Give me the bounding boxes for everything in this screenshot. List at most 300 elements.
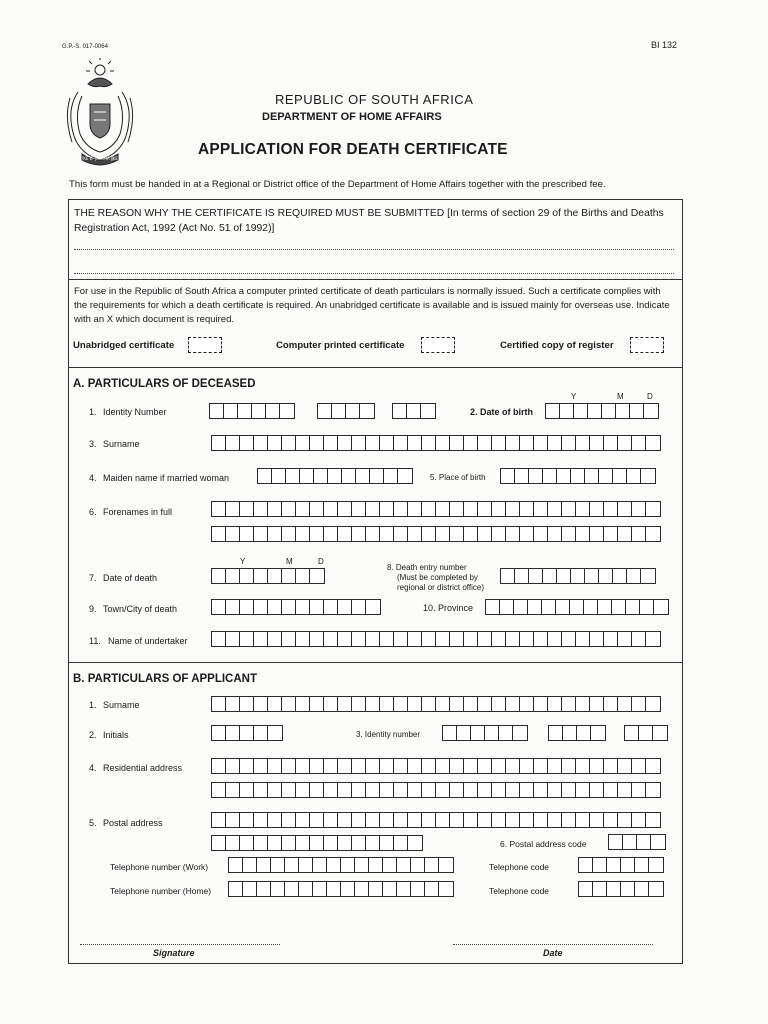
char-cell[interactable] <box>492 502 506 516</box>
char-cell[interactable] <box>520 527 534 541</box>
char-cell[interactable] <box>651 835 665 849</box>
char-cell[interactable] <box>422 436 436 450</box>
char-cell[interactable] <box>439 858 453 872</box>
char-cell[interactable] <box>212 783 226 797</box>
char-cell[interactable] <box>557 469 571 483</box>
char-cell[interactable] <box>282 569 296 583</box>
option-register-checkbox[interactable] <box>630 337 664 353</box>
char-cell[interactable] <box>226 569 240 583</box>
char-cell[interactable] <box>310 697 324 711</box>
char-cell[interactable] <box>576 759 590 773</box>
char-cell[interactable] <box>240 569 254 583</box>
char-cell[interactable] <box>593 858 607 872</box>
char-cell[interactable] <box>212 759 226 773</box>
char-cell[interactable] <box>240 759 254 773</box>
char-cell[interactable] <box>254 783 268 797</box>
char-cell[interactable] <box>422 632 436 646</box>
char-cell[interactable] <box>439 882 453 896</box>
char-cell[interactable] <box>604 436 618 450</box>
char-cell[interactable] <box>394 836 408 850</box>
char-cell[interactable] <box>282 697 296 711</box>
char-cell[interactable] <box>585 569 599 583</box>
char-cell[interactable] <box>562 502 576 516</box>
char-cell[interactable] <box>562 632 576 646</box>
char-cell[interactable] <box>450 436 464 450</box>
char-cell[interactable] <box>299 858 313 872</box>
tel-code-input-1[interactable] <box>578 857 664 873</box>
char-cell[interactable] <box>380 697 394 711</box>
char-cell[interactable] <box>641 469 655 483</box>
char-cell[interactable] <box>366 783 380 797</box>
char-cell[interactable] <box>296 569 310 583</box>
char-cell[interactable] <box>394 697 408 711</box>
char-cell[interactable] <box>212 632 226 646</box>
town-city-input[interactable] <box>211 599 381 615</box>
char-cell[interactable] <box>252 404 266 418</box>
char-cell[interactable] <box>604 783 618 797</box>
char-cell[interactable] <box>599 569 613 583</box>
char-cell[interactable] <box>240 527 254 541</box>
char-cell[interactable] <box>492 783 506 797</box>
char-cell[interactable] <box>226 697 240 711</box>
applicant-surname-input[interactable] <box>211 696 661 712</box>
char-cell[interactable] <box>324 783 338 797</box>
char-cell[interactable] <box>296 813 310 827</box>
char-cell[interactable] <box>254 726 268 740</box>
char-cell[interactable] <box>576 783 590 797</box>
char-cell[interactable] <box>268 600 282 614</box>
char-cell[interactable] <box>380 502 394 516</box>
char-cell[interactable] <box>240 783 254 797</box>
char-cell[interactable] <box>630 404 644 418</box>
char-cell[interactable] <box>257 882 271 896</box>
char-cell[interactable] <box>380 632 394 646</box>
char-cell[interactable] <box>282 783 296 797</box>
char-cell[interactable] <box>268 836 282 850</box>
char-cell[interactable] <box>422 783 436 797</box>
char-cell[interactable] <box>506 759 520 773</box>
char-cell[interactable] <box>328 469 342 483</box>
char-cell[interactable] <box>593 882 607 896</box>
char-cell[interactable] <box>549 726 563 740</box>
char-cell[interactable] <box>352 632 366 646</box>
char-cell[interactable] <box>352 836 366 850</box>
char-cell[interactable] <box>464 813 478 827</box>
char-cell[interactable] <box>346 404 360 418</box>
char-cell[interactable] <box>397 882 411 896</box>
char-cell[interactable] <box>258 469 272 483</box>
char-cell[interactable] <box>332 404 346 418</box>
char-cell[interactable] <box>352 600 366 614</box>
char-cell[interactable] <box>226 836 240 850</box>
char-cell[interactable] <box>268 759 282 773</box>
char-cell[interactable] <box>506 527 520 541</box>
char-cell[interactable] <box>646 813 660 827</box>
char-cell[interactable] <box>422 502 436 516</box>
char-cell[interactable] <box>338 813 352 827</box>
postal-code-input[interactable] <box>608 834 666 850</box>
char-cell[interactable] <box>383 858 397 872</box>
char-cell[interactable] <box>268 726 282 740</box>
char-cell[interactable] <box>562 813 576 827</box>
char-cell[interactable] <box>560 404 574 418</box>
char-cell[interactable] <box>492 813 506 827</box>
char-cell[interactable] <box>212 726 226 740</box>
char-cell[interactable] <box>411 858 425 872</box>
char-cell[interactable] <box>478 813 492 827</box>
char-cell[interactable] <box>632 632 646 646</box>
char-cell[interactable] <box>310 600 324 614</box>
char-cell[interactable] <box>618 759 632 773</box>
char-cell[interactable] <box>646 783 660 797</box>
char-cell[interactable] <box>607 882 621 896</box>
char-cell[interactable] <box>257 858 271 872</box>
char-cell[interactable] <box>646 697 660 711</box>
char-cell[interactable] <box>478 436 492 450</box>
option-computer-checkbox[interactable] <box>421 337 455 353</box>
char-cell[interactable] <box>398 469 412 483</box>
char-cell[interactable] <box>471 726 485 740</box>
char-cell[interactable] <box>421 404 435 418</box>
char-cell[interactable] <box>450 697 464 711</box>
char-cell[interactable] <box>338 836 352 850</box>
char-cell[interactable] <box>548 813 562 827</box>
char-cell[interactable] <box>408 632 422 646</box>
char-cell[interactable] <box>356 469 370 483</box>
char-cell[interactable] <box>310 569 324 583</box>
char-cell[interactable] <box>548 632 562 646</box>
char-cell[interactable] <box>548 502 562 516</box>
char-cell[interactable] <box>327 858 341 872</box>
char-cell[interactable] <box>584 600 598 614</box>
char-cell[interactable] <box>513 726 527 740</box>
char-cell[interactable] <box>590 632 604 646</box>
char-cell[interactable] <box>646 436 660 450</box>
char-cell[interactable] <box>576 632 590 646</box>
char-cell[interactable] <box>632 697 646 711</box>
char-cell[interactable] <box>616 404 630 418</box>
char-cell[interactable] <box>380 436 394 450</box>
char-cell[interactable] <box>324 759 338 773</box>
char-cell[interactable] <box>212 527 226 541</box>
char-cell[interactable] <box>436 813 450 827</box>
char-cell[interactable] <box>621 858 635 872</box>
char-cell[interactable] <box>254 600 268 614</box>
date-of-death-input[interactable] <box>211 568 325 584</box>
char-cell[interactable] <box>342 469 356 483</box>
char-cell[interactable] <box>254 436 268 450</box>
char-cell[interactable] <box>520 697 534 711</box>
char-cell[interactable] <box>492 436 506 450</box>
char-cell[interactable] <box>626 600 640 614</box>
char-cell[interactable] <box>520 502 534 516</box>
char-cell[interactable] <box>324 836 338 850</box>
char-cell[interactable] <box>562 759 576 773</box>
char-cell[interactable] <box>506 502 520 516</box>
char-cell[interactable] <box>338 632 352 646</box>
char-cell[interactable] <box>571 469 585 483</box>
char-cell[interactable] <box>653 726 667 740</box>
char-cell[interactable] <box>272 469 286 483</box>
char-cell[interactable] <box>627 569 641 583</box>
char-cell[interactable] <box>384 469 398 483</box>
char-cell[interactable] <box>327 882 341 896</box>
char-cell[interactable] <box>310 836 324 850</box>
char-cell[interactable] <box>602 404 616 418</box>
char-cell[interactable] <box>313 858 327 872</box>
char-cell[interactable] <box>268 632 282 646</box>
char-cell[interactable] <box>285 858 299 872</box>
char-cell[interactable] <box>393 404 407 418</box>
char-cell[interactable] <box>282 632 296 646</box>
char-cell[interactable] <box>557 569 571 583</box>
char-cell[interactable] <box>282 502 296 516</box>
char-cell[interactable] <box>268 527 282 541</box>
char-cell[interactable] <box>268 569 282 583</box>
char-cell[interactable] <box>296 759 310 773</box>
char-cell[interactable] <box>296 502 310 516</box>
char-cell[interactable] <box>296 436 310 450</box>
applicant-identity-part-1[interactable] <box>442 725 528 741</box>
char-cell[interactable] <box>563 726 577 740</box>
char-cell[interactable] <box>408 813 422 827</box>
char-cell[interactable] <box>443 726 457 740</box>
char-cell[interactable] <box>366 527 380 541</box>
char-cell[interactable] <box>515 469 529 483</box>
char-cell[interactable] <box>618 436 632 450</box>
char-cell[interactable] <box>310 527 324 541</box>
char-cell[interactable] <box>338 527 352 541</box>
char-cell[interactable] <box>282 759 296 773</box>
char-cell[interactable] <box>450 783 464 797</box>
char-cell[interactable] <box>338 502 352 516</box>
char-cell[interactable] <box>492 759 506 773</box>
char-cell[interactable] <box>370 469 384 483</box>
char-cell[interactable] <box>543 569 557 583</box>
char-cell[interactable] <box>282 600 296 614</box>
char-cell[interactable] <box>500 600 514 614</box>
char-cell[interactable] <box>640 600 654 614</box>
char-cell[interactable] <box>548 436 562 450</box>
char-cell[interactable] <box>576 697 590 711</box>
char-cell[interactable] <box>492 527 506 541</box>
char-cell[interactable] <box>625 726 639 740</box>
char-cell[interactable] <box>478 783 492 797</box>
char-cell[interactable] <box>212 813 226 827</box>
char-cell[interactable] <box>369 882 383 896</box>
undertaker-input[interactable] <box>211 631 661 647</box>
char-cell[interactable] <box>366 759 380 773</box>
char-cell[interactable] <box>478 697 492 711</box>
char-cell[interactable] <box>436 783 450 797</box>
char-cell[interactable] <box>644 404 658 418</box>
char-cell[interactable] <box>380 836 394 850</box>
province-input[interactable] <box>485 599 669 615</box>
char-cell[interactable] <box>212 600 226 614</box>
char-cell[interactable] <box>492 632 506 646</box>
char-cell[interactable] <box>585 469 599 483</box>
char-cell[interactable] <box>635 882 649 896</box>
char-cell[interactable] <box>296 632 310 646</box>
char-cell[interactable] <box>369 858 383 872</box>
char-cell[interactable] <box>229 882 243 896</box>
char-cell[interactable] <box>604 502 618 516</box>
char-cell[interactable] <box>238 404 252 418</box>
postal-address-line-2[interactable] <box>211 835 423 851</box>
char-cell[interactable] <box>411 882 425 896</box>
char-cell[interactable] <box>534 697 548 711</box>
char-cell[interactable] <box>562 436 576 450</box>
char-cell[interactable] <box>618 813 632 827</box>
char-cell[interactable] <box>226 759 240 773</box>
applicant-identity-part-3[interactable] <box>624 725 668 741</box>
reason-line-1[interactable] <box>74 249 674 250</box>
char-cell[interactable] <box>506 632 520 646</box>
char-cell[interactable] <box>436 697 450 711</box>
char-cell[interactable] <box>612 600 626 614</box>
char-cell[interactable] <box>254 759 268 773</box>
char-cell[interactable] <box>254 527 268 541</box>
char-cell[interactable] <box>485 726 499 740</box>
char-cell[interactable] <box>571 569 585 583</box>
char-cell[interactable] <box>464 527 478 541</box>
char-cell[interactable] <box>268 697 282 711</box>
initials-input[interactable] <box>211 725 283 741</box>
char-cell[interactable] <box>534 527 548 541</box>
applicant-identity-part-2[interactable] <box>548 725 606 741</box>
char-cell[interactable] <box>425 858 439 872</box>
char-cell[interactable] <box>604 632 618 646</box>
date-line[interactable] <box>453 944 653 945</box>
char-cell[interactable] <box>254 813 268 827</box>
char-cell[interactable] <box>506 813 520 827</box>
char-cell[interactable] <box>576 813 590 827</box>
char-cell[interactable] <box>520 436 534 450</box>
char-cell[interactable] <box>226 783 240 797</box>
char-cell[interactable] <box>324 527 338 541</box>
char-cell[interactable] <box>408 759 422 773</box>
char-cell[interactable] <box>324 436 338 450</box>
char-cell[interactable] <box>394 502 408 516</box>
char-cell[interactable] <box>324 600 338 614</box>
death-entry-number-input[interactable] <box>500 568 656 584</box>
char-cell[interactable] <box>422 527 436 541</box>
char-cell[interactable] <box>338 697 352 711</box>
char-cell[interactable] <box>520 759 534 773</box>
char-cell[interactable] <box>324 697 338 711</box>
char-cell[interactable] <box>296 527 310 541</box>
char-cell[interactable] <box>296 600 310 614</box>
char-cell[interactable] <box>383 882 397 896</box>
char-cell[interactable] <box>310 502 324 516</box>
char-cell[interactable] <box>355 858 369 872</box>
char-cell[interactable] <box>268 813 282 827</box>
char-cell[interactable] <box>254 632 268 646</box>
char-cell[interactable] <box>436 502 450 516</box>
char-cell[interactable] <box>590 783 604 797</box>
char-cell[interactable] <box>590 759 604 773</box>
char-cell[interactable] <box>534 783 548 797</box>
char-cell[interactable] <box>296 783 310 797</box>
char-cell[interactable] <box>464 759 478 773</box>
char-cell[interactable] <box>226 527 240 541</box>
char-cell[interactable] <box>632 527 646 541</box>
char-cell[interactable] <box>591 726 605 740</box>
char-cell[interactable] <box>300 469 314 483</box>
char-cell[interactable] <box>548 527 562 541</box>
char-cell[interactable] <box>646 502 660 516</box>
char-cell[interactable] <box>318 404 332 418</box>
char-cell[interactable] <box>639 726 653 740</box>
char-cell[interactable] <box>641 569 655 583</box>
signature-line[interactable] <box>80 944 280 945</box>
char-cell[interactable] <box>515 569 529 583</box>
char-cell[interactable] <box>576 502 590 516</box>
char-cell[interactable] <box>226 600 240 614</box>
char-cell[interactable] <box>436 527 450 541</box>
char-cell[interactable] <box>590 697 604 711</box>
char-cell[interactable] <box>240 726 254 740</box>
tel-home-input[interactable] <box>228 881 454 897</box>
char-cell[interactable] <box>613 469 627 483</box>
char-cell[interactable] <box>506 783 520 797</box>
char-cell[interactable] <box>408 697 422 711</box>
char-cell[interactable] <box>637 835 651 849</box>
char-cell[interactable] <box>562 783 576 797</box>
char-cell[interactable] <box>501 469 515 483</box>
char-cell[interactable] <box>609 835 623 849</box>
char-cell[interactable] <box>599 469 613 483</box>
char-cell[interactable] <box>618 502 632 516</box>
char-cell[interactable] <box>240 502 254 516</box>
char-cell[interactable] <box>542 600 556 614</box>
char-cell[interactable] <box>534 436 548 450</box>
char-cell[interactable] <box>324 502 338 516</box>
char-cell[interactable] <box>562 527 576 541</box>
char-cell[interactable] <box>271 882 285 896</box>
char-cell[interactable] <box>520 813 534 827</box>
char-cell[interactable] <box>654 600 668 614</box>
char-cell[interactable] <box>366 600 380 614</box>
char-cell[interactable] <box>338 436 352 450</box>
char-cell[interactable] <box>352 759 366 773</box>
char-cell[interactable] <box>212 836 226 850</box>
char-cell[interactable] <box>604 697 618 711</box>
place-of-birth-input[interactable] <box>500 468 656 484</box>
char-cell[interactable] <box>464 502 478 516</box>
char-cell[interactable] <box>506 436 520 450</box>
char-cell[interactable] <box>590 527 604 541</box>
char-cell[interactable] <box>341 858 355 872</box>
char-cell[interactable] <box>422 813 436 827</box>
char-cell[interactable] <box>226 726 240 740</box>
char-cell[interactable] <box>486 600 500 614</box>
residential-address-line-1[interactable] <box>211 758 661 774</box>
char-cell[interactable] <box>604 527 618 541</box>
forenames-line-1[interactable] <box>211 501 661 517</box>
char-cell[interactable] <box>394 783 408 797</box>
char-cell[interactable] <box>635 858 649 872</box>
char-cell[interactable] <box>243 882 257 896</box>
char-cell[interactable] <box>310 813 324 827</box>
char-cell[interactable] <box>450 813 464 827</box>
char-cell[interactable] <box>646 527 660 541</box>
char-cell[interactable] <box>352 436 366 450</box>
char-cell[interactable] <box>254 569 268 583</box>
char-cell[interactable] <box>212 436 226 450</box>
char-cell[interactable] <box>408 836 422 850</box>
char-cell[interactable] <box>574 404 588 418</box>
